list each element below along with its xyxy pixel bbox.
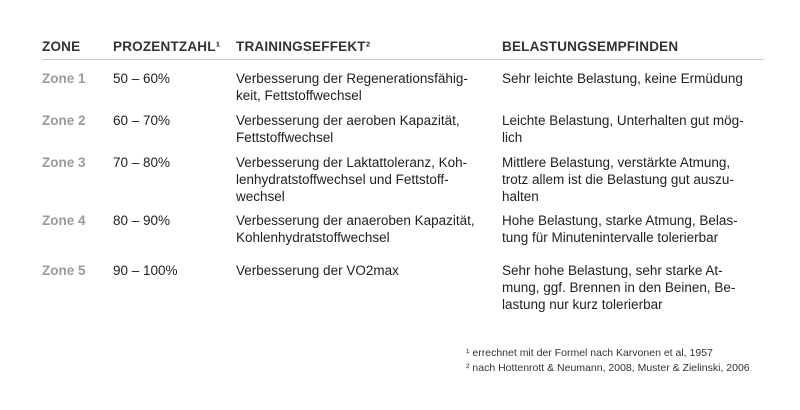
- perceived-exertion: Hohe Belastung, starke Atmung, Belas- tung für Minutenintervalle tolerierbar: [502, 213, 738, 245]
- percent-range: 60 – 70%: [113, 113, 171, 128]
- percent-range: 50 – 60%: [113, 71, 171, 86]
- training-effect: Verbesserung der Laktattoleranz, Koh- lenhydratstoffwechsel und Fettstoff- wechsel: [236, 155, 468, 204]
- footnotes: [466, 346, 750, 376]
- perceived-exertion: Sehr leichte Belastung, keine Ermüdung: [502, 71, 743, 86]
- percent-range: 70 – 80%: [113, 155, 171, 170]
- perceived-exertion: Leichte Belastung, Unterhalten gut mög- lich: [502, 113, 744, 145]
- perceived-exertion: Mittlere Belastung, verstärkte Atmung, trotz allem ist die Belastung gut auszu- halten: [502, 155, 734, 204]
- header-perceived-exertion: BELASTUNGSEMPFINDEN: [502, 39, 679, 54]
- zone-label: Zone 3: [42, 155, 86, 170]
- percent-range: 90 – 100%: [113, 263, 178, 278]
- training-effect: Verbesserung der aeroben Kapazität, Fettstoffwechsel: [236, 113, 460, 145]
- header-training-effect: TRAININGSEFFEKT²: [236, 39, 371, 54]
- zone-label: Zone 2: [42, 113, 86, 128]
- header-percent: PROZENTZAHL¹: [113, 39, 221, 54]
- percent-range: 80 – 90%: [113, 213, 171, 228]
- perceived-exertion: Sehr hohe Belastung, sehr starke At- mung, ggf. Brennen in den Beinen, Be- lastung nur kurz tolerierbar: [502, 263, 736, 312]
- training-effect: Verbesserung der Regenerationsfähig- keit, Fettstoffwechsel: [236, 71, 468, 103]
- zone-label: Zone 4: [42, 213, 86, 228]
- footnote-1: ¹ errechnet mit der Formel nach Karvonen et al, 1957: [466, 347, 713, 359]
- footnote-2: ² nach Hottenrott & Neumann, 2008, Muster & Zielinski, 2006: [466, 362, 750, 374]
- zone-label: Zone 5: [42, 263, 86, 278]
- header-zone: ZONE: [42, 39, 81, 54]
- header-divider: [42, 59, 764, 60]
- training-effect: Verbesserung der anaeroben Kapazität, Kohlenhydratstoffwechsel: [236, 213, 475, 245]
- training-effect: Verbesserung der VO2max: [236, 263, 399, 278]
- zone-label: Zone 1: [42, 71, 86, 86]
